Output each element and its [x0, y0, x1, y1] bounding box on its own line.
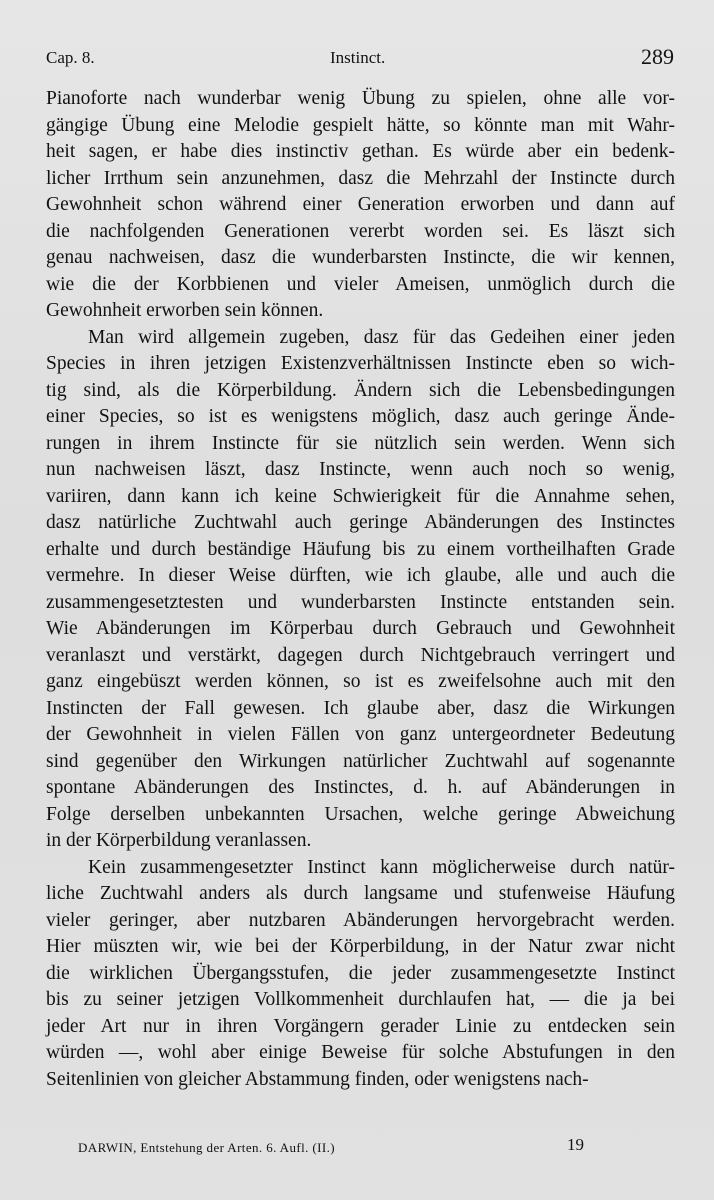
text-line: Species in ihren jetzigen Existenzverhältnissen Instincte eben so wich- [46, 353, 675, 374]
text-line: genau nachweisen, dasz die wunderbarsten Instincte, die wir kennen, [46, 247, 675, 268]
signature-line: DARWIN, Entstehung der Arten. 6. Aufl. (II.) [78, 1140, 335, 1155]
text-line: Man wird allgemein zugeben, dasz für das Gedeihen einer jeden [88, 326, 675, 348]
text-line: tig sind, als die Körperbildung. Ändern sich die Lebensbedingungen [46, 379, 675, 401]
chapter-label: Cap. 8. [46, 48, 95, 67]
text-line: Folge derselben unbekannten Ursachen, welche geringe Abweichung [46, 803, 675, 825]
text-line: einer Species, so ist es wenigstens möglich, dasz auch geringe Ände- [46, 406, 675, 427]
signature-footer [78, 1135, 584, 1157]
text-line: heit sagen, er habe dies instinctiv gethan. Es würde aber ein bedenk- [46, 141, 675, 162]
text-line: die wirklichen Übergangsstufen, die jeder zusammengesetzte Instinct [46, 962, 675, 984]
text-line: zusammengesetztesten und wunderbarsten Instincte entstanden sein. [46, 591, 675, 613]
text-line: jeder Art nur in ihren Vorgängern gerader Linie zu entdecken sein [46, 1015, 675, 1037]
running-header [46, 44, 674, 78]
text-line: licher Irrthum sein anzunehmen, dasz die Mehrzahl der Instincte durch [46, 167, 675, 189]
text-line: vieler geringer, aber nutzbaren Abänderungen hervorgebracht werden. [46, 909, 675, 931]
paragraph [46, 325, 675, 855]
body-text [46, 86, 675, 1093]
text-line: variiren, dann kann ich keine Schwierigkeit für die Annahme sehen, [46, 485, 675, 507]
text-line: Seitenlinien von gleicher Abstammung finden, oder wenigstens nach- [46, 1068, 589, 1090]
text-line: Wie Abänderungen im Körperbau durch Gebrauch und Gewohnheit [46, 618, 675, 639]
text-line: Hier müszten wir, wie bei der Körperbildung, in der Natur zwar nicht [46, 936, 675, 957]
text-line: Gewohnheit erworben sein können. [46, 300, 324, 321]
text-line: wie die der Korbbienen und vieler Ameisen, unmöglich durch die [46, 273, 675, 295]
text-line: sind gegenüber den Wirkungen natürlicher Zuchtwahl auf sogenannte [46, 750, 675, 772]
text-line: rungen in ihrem Instincte für sie nützlich sein werden. Wenn sich [46, 432, 675, 454]
text-line: vermehre. In dieser Weise dürften, wie ich glaube, alle und auch die [46, 565, 675, 586]
text-line: Instincten der Fall gewesen. Ich glaube aber, dasz die Wirkungen [46, 697, 675, 719]
text-line: Pianoforte nach wunderbar wenig Übung zu spielen, ohne alle vor- [46, 88, 675, 109]
signature-mark: 19 [567, 1135, 584, 1154]
text-line: nun nachweisen läszt, dasz Instincte, wenn auch noch so wenig, [46, 459, 675, 480]
page-number: 289 [641, 44, 674, 69]
text-line: gängige Übung eine Melodie gespielt hätte, so könnte man mit Wahr- [46, 114, 675, 136]
text-line: Gewohnheit schon während einer Generation erworben und dann auf [46, 194, 675, 215]
text-line: ganz eingebüszt werden können, so ist es zweifelsohne auch mit den [46, 671, 675, 692]
text-line: dasz natürliche Zuchtwahl auch geringe Abänderungen des Instinctes [46, 512, 675, 533]
text-line: bis zu seiner jetzigen Vollkommenheit durchlaufen hat, — die ja bei [46, 989, 675, 1010]
text-line: in der Körperbildung veranlassen. [46, 830, 312, 851]
text-line: würden —, wohl aber einige Beweise für solche Abstufungen in den [46, 1042, 675, 1063]
running-title: Instinct. [330, 48, 386, 67]
text-line: der Gewohnheit in vielen Fällen von ganz untergeordneter Bedeutung [46, 724, 675, 745]
text-line: erhalte und durch beständige Häufung bis zu einem vortheilhaften Grade [46, 538, 675, 560]
text-line: veranlaszt und verstärkt, dagegen durch Nichtgebrauch verringert und [46, 644, 675, 666]
text-line: spontane Abänderungen des Instinctes, d. h. auf Abänderungen in [46, 777, 675, 798]
text-line: die nachfolgenden Generationen vererbt worden sei. Es läszt sich [46, 220, 675, 242]
paragraph [46, 86, 675, 325]
paragraph [46, 855, 675, 1094]
text-line: liche Zuchtwahl anders als durch langsame und stufenweise Häufung [46, 883, 675, 904]
text-line: Kein zusammengesetzter Instinct kann möglicherweise durch natür- [88, 856, 675, 878]
